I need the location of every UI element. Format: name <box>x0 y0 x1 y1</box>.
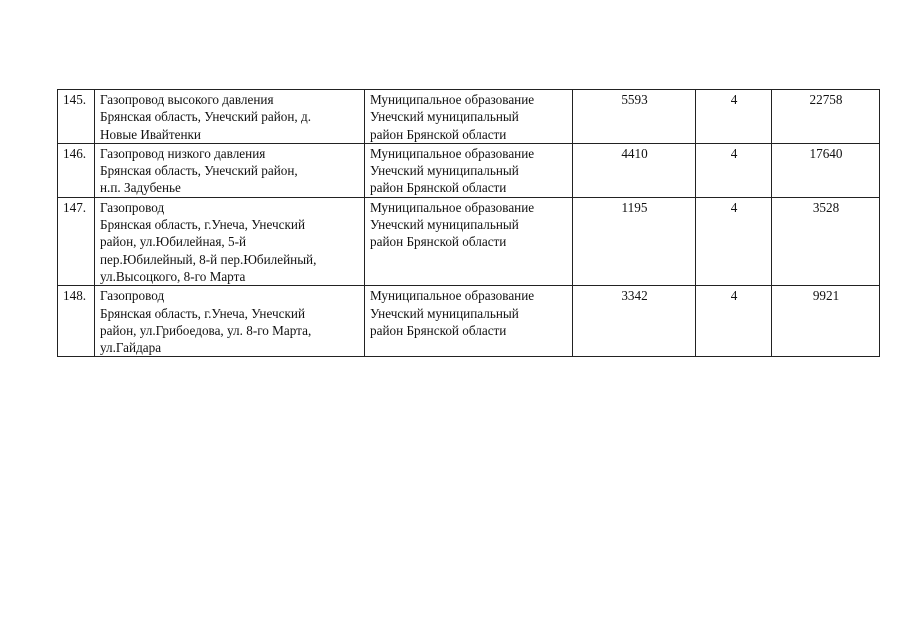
row-number: 146. <box>58 143 95 197</box>
depth-value: 4 <box>696 197 772 285</box>
depth-value: 4 <box>696 286 772 357</box>
total-value: 17640 <box>772 143 880 197</box>
row-number: 145. <box>58 90 95 144</box>
owner: Муниципальное образование Унечский муниципальный район Брянской области <box>365 197 573 285</box>
owner: Муниципальное образование Унечский муниципальный район Брянской области <box>365 286 573 357</box>
depth-value: 4 <box>696 90 772 144</box>
object-name: Газопровод Брянская область, г.Унеча, Унечский район, ул.Юбилейная, 5-й пер.Юбилейный, 8-й пер.Юбилейный, ул.Высоцкого, 8-го Марта <box>95 197 365 285</box>
table-row <box>58 90 880 144</box>
row-number: 147. <box>58 197 95 285</box>
table-row <box>58 197 880 285</box>
total-value: 22758 <box>772 90 880 144</box>
total-value: 9921 <box>772 286 880 357</box>
owner: Муниципальное образование Унечский муниципальный район Брянской области <box>365 143 573 197</box>
property-registry-table <box>57 89 880 357</box>
object-name: Газопровод Брянская область, г.Унеча, Унечский район, ул.Грибоедова, ул. 8-го Марта, ул.Гайдара <box>95 286 365 357</box>
row-number: 148. <box>58 286 95 357</box>
length-value: 5593 <box>573 90 696 144</box>
length-value: 1195 <box>573 197 696 285</box>
length-value: 4410 <box>573 143 696 197</box>
table-row <box>58 143 880 197</box>
table-row <box>58 286 880 357</box>
object-name: Газопровод низкого давления Брянская область, Унечский район, н.п. Задубенье <box>95 143 365 197</box>
document-page <box>57 89 880 357</box>
object-name: Газопровод высокого давления Брянская область, Унечский район, д. Новые Ивайтенки <box>95 90 365 144</box>
depth-value: 4 <box>696 143 772 197</box>
total-value: 3528 <box>772 197 880 285</box>
length-value: 3342 <box>573 286 696 357</box>
owner: Муниципальное образование Унечский муниципальный район Брянской области <box>365 90 573 144</box>
